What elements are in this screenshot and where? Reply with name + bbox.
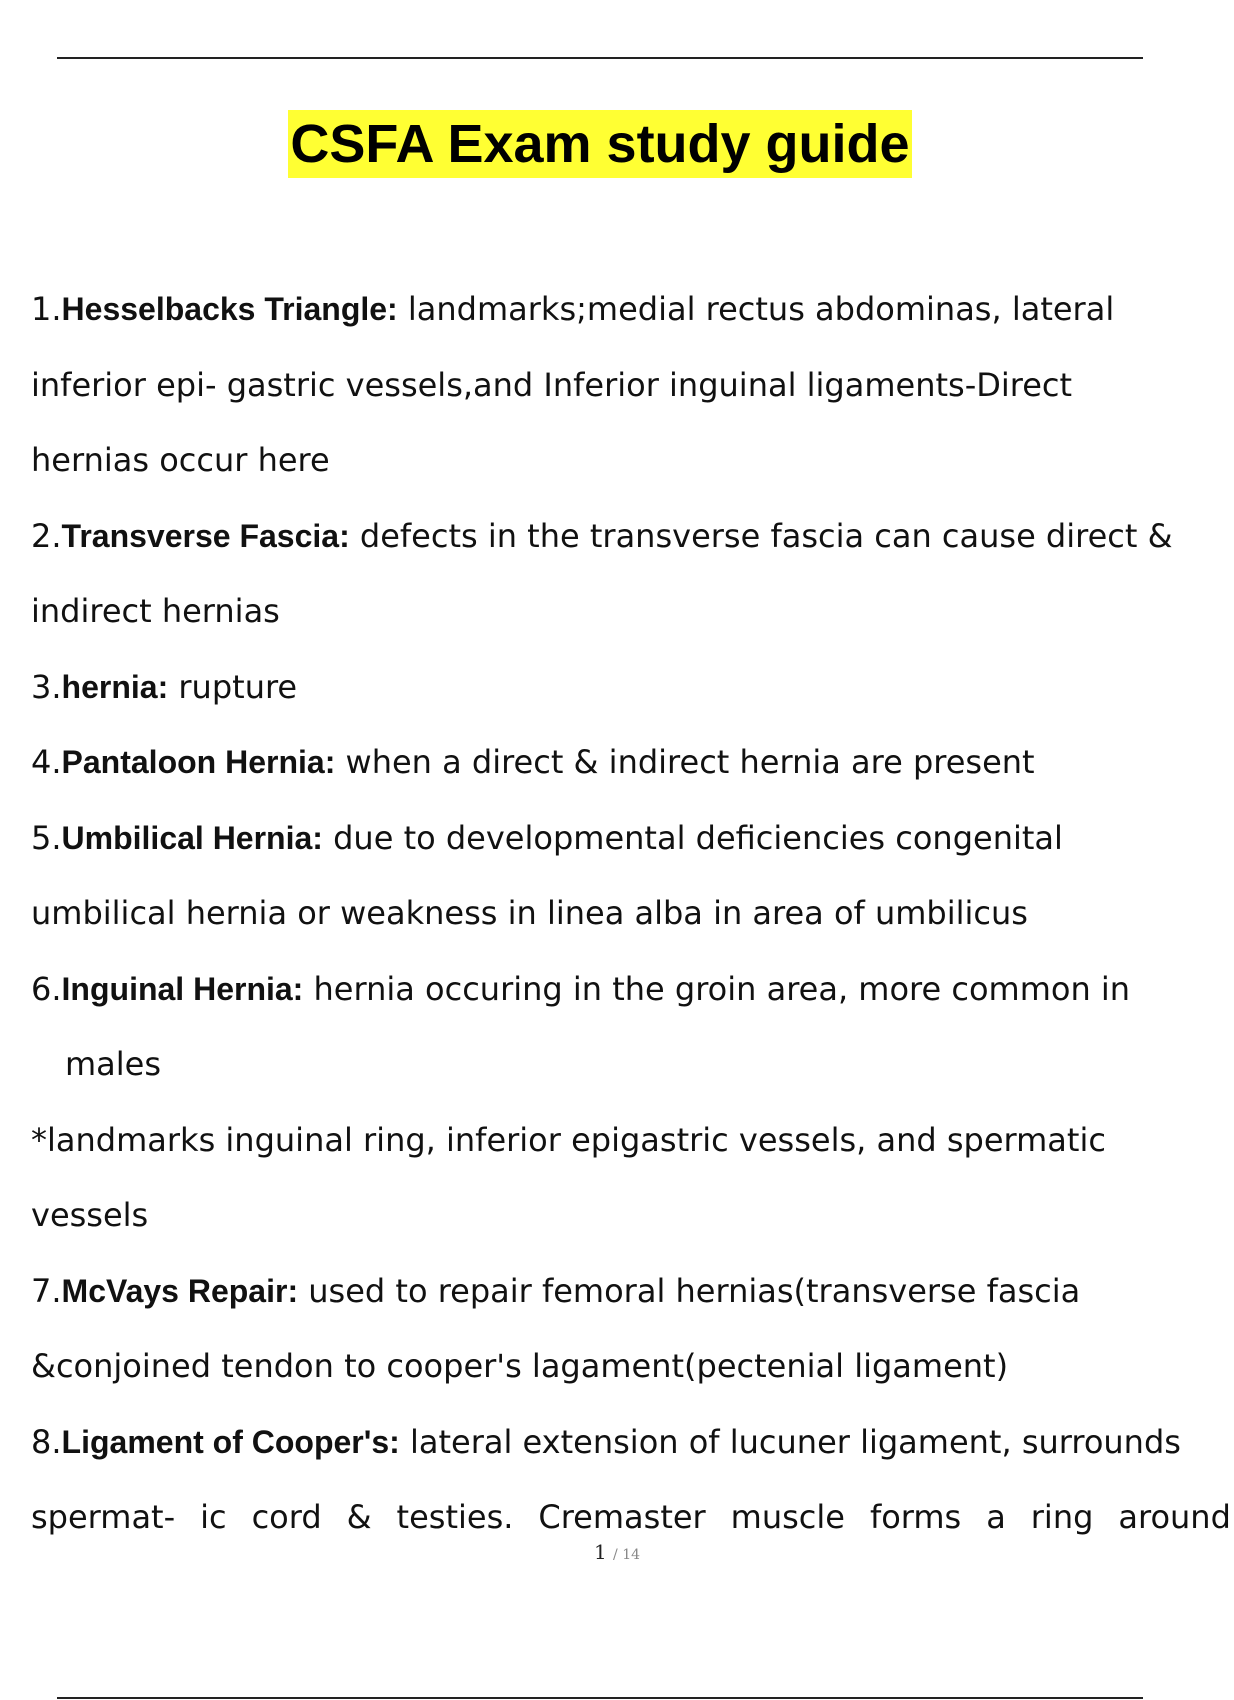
total-pages: / 14 <box>613 1547 641 1563</box>
list-item-2-line-2: indirect hernias <box>31 592 280 630</box>
item-definition: lateral extension of lucuner ligament, surrounds <box>399 1422 1181 1461</box>
item-term: McVays Repair: <box>61 1272 299 1309</box>
current-page: 1 <box>593 1540 607 1564</box>
list-item-3-line-1 <box>31 650 1200 726</box>
list-item-6-line-2: males <box>65 1045 162 1083</box>
item-number: 6. <box>31 969 62 1008</box>
list-item-7-line-1 <box>31 1254 1200 1330</box>
item-definition: landmarks;medial rectus abdominas, lateral <box>397 290 1115 328</box>
justified-word: muscle <box>730 1498 845 1536</box>
list-item-4-line-1 <box>31 725 1200 801</box>
item-term: hernia: <box>61 668 169 705</box>
list-item-6-note-line-1: *landmarks inguinal ring, inferior epigastric vessels, and spermatic <box>31 1120 1106 1159</box>
item-number: 5. <box>31 818 62 857</box>
study-guide-list <box>31 272 1231 1556</box>
justified-word: a <box>986 1498 1006 1536</box>
list-item-7-line-2: &conjoined tendon to cooper's lagament(pectenial ligament) <box>31 1347 1009 1385</box>
list-item-1-line-3: hernias occur here <box>31 441 330 479</box>
page-indicator <box>0 1540 1234 1564</box>
document-title: CSFA Exam study guide <box>288 110 911 178</box>
list-item-8-line-1 <box>31 1405 1200 1481</box>
list-item-2-line-1 <box>31 499 1200 575</box>
justified-word: testies. <box>396 1498 514 1536</box>
justified-word: around <box>1118 1498 1231 1536</box>
justified-word: forms <box>869 1498 962 1536</box>
item-definition: when a direct & indirect hernia are present <box>335 743 1035 781</box>
justified-word: Cremaster <box>538 1498 706 1536</box>
list-item-5-line-2: umbilical hernia or weakness in linea alba in area of umbilicus <box>31 894 1028 932</box>
item-term: Inguinal Hernia: <box>61 970 304 1007</box>
item-number: 2. <box>31 516 62 555</box>
item-number: 7. <box>31 1271 62 1310</box>
item-term: Hesselbacks Triangle: <box>61 291 398 327</box>
item-definition: used to repair femoral hernias(transverse fascia <box>298 1271 1081 1310</box>
bottom-rule <box>57 1697 1143 1699</box>
justified-word: ring <box>1030 1498 1094 1536</box>
list-item-1-line-2: inferior epi- gastric vessels,and Inferior inguinal ligaments-Direct <box>31 365 1073 404</box>
item-number: 1. <box>31 290 62 328</box>
justified-word: ic <box>200 1498 227 1536</box>
list-item-1-line-1 <box>31 272 1200 348</box>
justified-word: spermat- <box>31 1498 176 1536</box>
item-definition: hernia occuring in the groin area, more common in <box>303 969 1131 1008</box>
item-term: Umbilical Hernia: <box>61 819 323 856</box>
item-number: 4. <box>31 743 62 781</box>
justified-word: cord <box>251 1498 322 1536</box>
item-definition: defects in the transverse fascia can cause direct & <box>349 516 1173 555</box>
title-container <box>0 110 1200 178</box>
list-item-5-line-1 <box>31 801 1200 877</box>
justified-word: & <box>346 1498 372 1536</box>
item-definition: rupture <box>168 667 298 706</box>
item-term: Transverse Fascia: <box>61 517 350 554</box>
top-rule <box>57 57 1143 59</box>
item-term: Ligament of Cooper's: <box>61 1423 400 1460</box>
item-definition: due to developmental deficiencies congenital <box>322 818 1063 857</box>
item-number: 3. <box>31 667 62 706</box>
item-term: Pantaloon Hernia: <box>61 744 336 780</box>
list-item-6-line-1 <box>31 952 1200 1028</box>
item-number: 8. <box>31 1422 62 1461</box>
list-item-6-note-line-2: vessels <box>31 1196 149 1234</box>
